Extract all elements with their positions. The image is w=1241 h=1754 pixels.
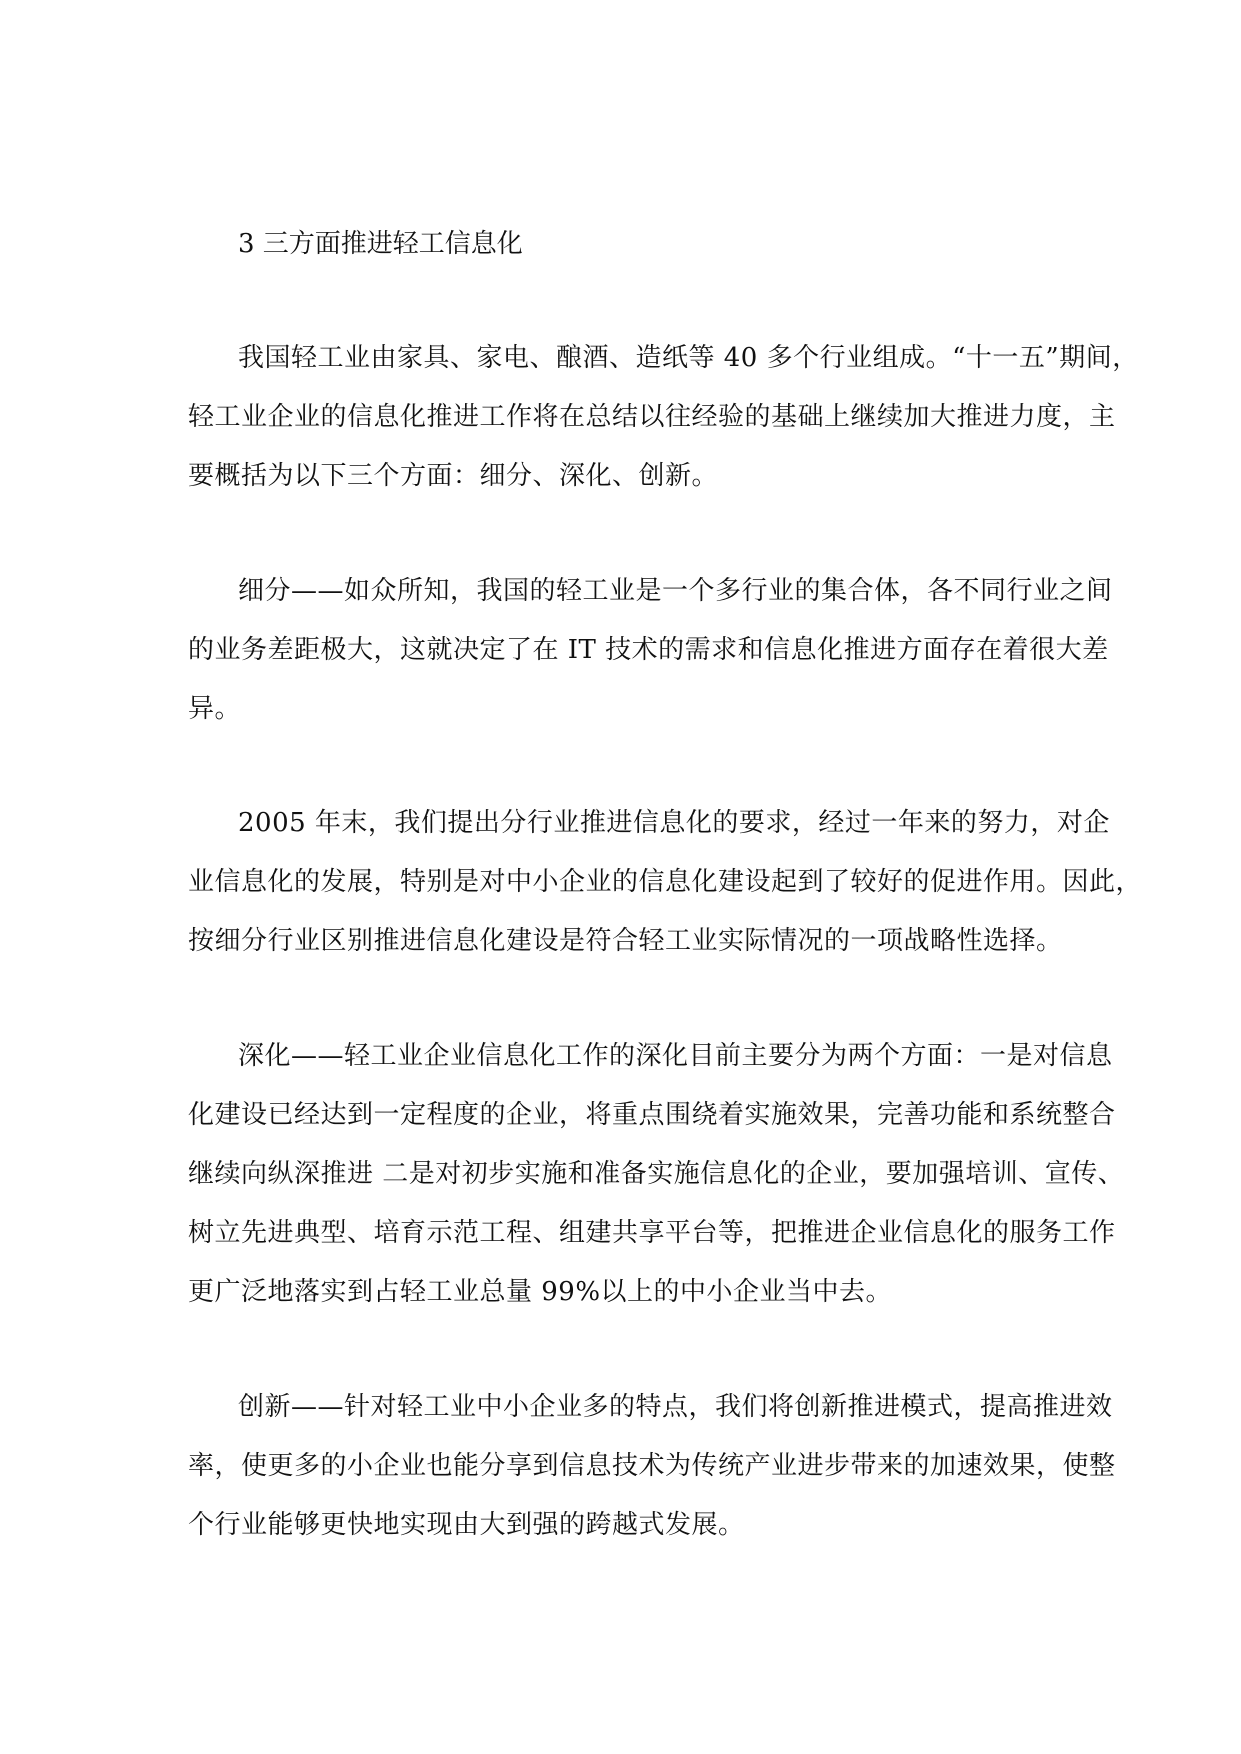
paragraph-4-line-4: 树立先进典型、培育示范工程、组建共享平台等，把推进企业信息化的服务工作 (188, 1218, 1116, 1248)
paragraph-3-line-1: 2005 年末，我们提出分行业推进信息化的要求，经过一年来的努力，对企 (238, 808, 1110, 838)
paragraph-5-line-2: 率，使更多的小企业也能分享到信息技术为传统产业进步带来的加速效果，使整 (188, 1451, 1116, 1481)
paragraph-4-line-3: 继续向纵深推进 二是对初步实施和准备实施信息化的企业，要加强培训、宣传、 (188, 1159, 1125, 1189)
section-heading: 3 三方面推进轻工信息化 (238, 229, 523, 259)
paragraph-2-line-3: 异。 (188, 694, 242, 724)
paragraph-2-line-2: 的业务差距极大，这就决定了在 IT 技术的需求和信息化推进方面存在着很大差 (188, 635, 1109, 665)
paragraph-1-line-1: 我国轻工业由家具、家电、酿酒、造纸等 40 多个行业组成。“十一五”期间， (238, 343, 1139, 373)
paragraph-4-line-5: 更广泛地落实到占轻工业总量 99%以上的中小企业当中去。 (188, 1277, 893, 1307)
paragraph-5-line-1: 创新——针对轻工业中小企业多的特点，我们将创新推进模式，提高推进效 (238, 1392, 1113, 1422)
paragraph-1-line-3: 要概括为以下三个方面：细分、深化、创新。 (188, 461, 719, 491)
paragraph-4-line-1: 深化——轻工业企业信息化工作的深化目前主要分为两个方面：一是对信息 (238, 1041, 1113, 1071)
paragraph-3-line-2: 业信息化的发展，特别是对中小企业的信息化建设起到了较好的促进作用。因此， (188, 867, 1143, 897)
paragraph-3-line-3: 按细分行业区别推进信息化建设是符合轻工业实际情况的一项战略性选择。 (188, 926, 1063, 956)
paragraph-1-line-2: 轻工业企业的信息化推进工作将在总结以往经验的基础上继续加大推进力度，主 (188, 402, 1116, 432)
paragraph-2-line-1: 细分——如众所知，我国的轻工业是一个多行业的集合体，各不同行业之间 (238, 576, 1113, 606)
paragraph-4-line-2: 化建设已经达到一定程度的企业，将重点围绕着实施效果，完善功能和系统整合 (188, 1100, 1116, 1130)
paragraph-5-line-3: 个行业能够更快地实现由大到强的跨越式发展。 (188, 1510, 745, 1540)
